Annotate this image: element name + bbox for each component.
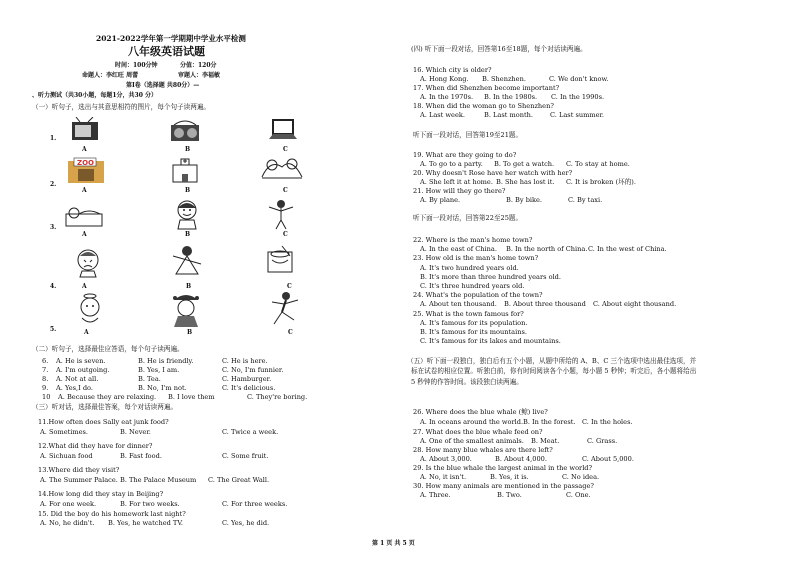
dancer-icon	[266, 196, 296, 230]
option-a: A. Because they are relaxing.	[58, 393, 157, 401]
option-c: C. Some fruit.	[222, 452, 269, 460]
question-text: 26. Where does the blue whale (鲸) live?	[413, 408, 548, 416]
option-a: A. No, it isn't.	[420, 473, 467, 481]
option-b: B. Two.	[497, 491, 522, 499]
option-c: C. Hamburger.	[222, 375, 272, 383]
option-c: C. No, I'm funnier.	[222, 366, 284, 374]
option-b: B. Last month.	[484, 111, 533, 119]
option-b: B. In the forest.	[523, 418, 576, 426]
option-a: A. By plane.	[420, 196, 461, 204]
part5-instruction-line2: 标在试卷的相应位置。听独白前，你有时间阅读各个小题，每小题 5 秒钟；听完后，各小题将给出	[411, 367, 697, 375]
option-letter: A	[82, 231, 87, 238]
question-text: 13.Where did they visit?	[38, 466, 120, 474]
tv-icon	[68, 117, 102, 143]
part5-instruction-line3: 5 秒钟的作答时间。该段独白读两遍。	[411, 378, 523, 386]
question-text: 30. How many animals are mentioned in the passage?	[413, 482, 594, 490]
question-text: 11.How often does Sally eat junk food?	[38, 418, 169, 426]
option-c: C. It's delicious.	[222, 384, 276, 392]
option-letter: A	[82, 283, 87, 290]
option-letter: C	[288, 329, 293, 336]
question-text: 12.What did they have for dinner?	[38, 442, 153, 450]
option-a: A. To go to a party.	[420, 160, 483, 168]
option-letter: B	[185, 231, 191, 238]
option-a: A. Last week.	[420, 111, 465, 119]
question-text: 24. What's the population of the town?	[413, 291, 543, 299]
option-c: C. In the holes.	[582, 418, 633, 426]
question-number: 7.	[42, 366, 49, 374]
setters: 命题人：李红旺 周蕾	[82, 72, 139, 79]
option-b: B. No, I'm not.	[138, 384, 187, 392]
option-b: B. Never.	[120, 428, 151, 436]
question-text: 20. Why doesn't Rose have her watch with her?	[413, 169, 573, 177]
page-number: 第 1 页 共 5 页	[372, 540, 415, 547]
radio-icon	[168, 117, 202, 143]
question-text: 25. What is the town famous for?	[413, 310, 524, 318]
option-b: B. Tea.	[138, 375, 161, 383]
question-number: 8.	[42, 375, 49, 383]
option-b: B. Yes, it is.	[490, 473, 529, 481]
option-b: B. Yes, he watched TV.	[108, 519, 184, 527]
option-a: A. Three.	[420, 491, 451, 499]
option-a: A. Sichuan food	[40, 452, 93, 460]
cooking-icon	[262, 244, 298, 276]
question-text: 28. How many blue whales are there left?	[413, 446, 553, 454]
option-a: A. Yes,I do.	[56, 384, 93, 392]
option-a: A. She left it at home.	[420, 178, 493, 186]
option-b: B. To get a watch.	[494, 160, 555, 168]
option-a: A. One of the smallest animals.	[420, 437, 524, 445]
row-number: 5.	[50, 326, 57, 333]
option-c: C. No idea.	[562, 473, 600, 481]
opera-mask-icon	[170, 290, 202, 328]
option-letter: B	[187, 329, 193, 336]
question-text: 21. How will they go there?	[413, 187, 506, 195]
option-b: B. About three thousand	[504, 300, 586, 308]
dialogue-instruction: 听下面一段对话，回答第22至25题。	[413, 214, 523, 222]
question-number: 6.	[42, 357, 49, 365]
question-text: 16. Which city is older?	[413, 66, 492, 74]
option-b: B. In the north of China.	[506, 245, 588, 253]
option-c: C. It's famous for its lakes and mountains.	[420, 337, 561, 345]
row-number: 3.	[50, 224, 57, 231]
option-b: B. Yes, I am.	[138, 366, 180, 374]
question-text: 17. When did Shenzhen become important?	[413, 84, 560, 92]
option-c: C. Grass.	[587, 437, 618, 445]
score-info: 分值：120分	[180, 62, 217, 69]
volume-one-heading: 第Ⅰ卷（选择题 共80分）—	[126, 82, 200, 89]
part2-instruction: （二）听句子，选择最佳应答语，每个句子读两遍。	[32, 345, 184, 353]
option-a: A. The Summer Palace.	[40, 476, 118, 484]
part3-instruction: （三）听对话，选择最佳答案，每个对话读两遍。	[32, 403, 178, 411]
option-letter: B	[185, 146, 191, 153]
option-c: C. To stay at home.	[566, 160, 630, 168]
part1-instruction: （一）听句子，选出与其意思相符的图片，每个句子读两遍。	[32, 103, 211, 111]
option-c: C. The Great Wall.	[208, 476, 270, 484]
question-text: 23. How old is the man's home town?	[413, 254, 539, 262]
option-c: C. One.	[566, 491, 591, 499]
option-letter: A	[82, 187, 87, 194]
option-c: C. By taxi.	[568, 196, 603, 204]
question-text: 22. Where is the man's home town?	[413, 236, 533, 244]
girl-face-icon	[172, 198, 202, 230]
option-b: B. About 4,000.	[495, 455, 547, 463]
running-man-icon	[268, 290, 302, 326]
option-c: C. About eight thousand.	[593, 300, 677, 308]
option-letter: C	[283, 146, 288, 153]
option-b: B. He is friendly.	[138, 357, 194, 365]
reviewer: 审题人：李福敏	[178, 72, 221, 79]
hospital-icon	[168, 157, 202, 183]
park-icon	[260, 155, 304, 181]
time-info: 时间：100分钟	[115, 62, 158, 69]
option-a: A. Not at all.	[56, 375, 99, 383]
option-c: C. Twice a week.	[222, 428, 279, 436]
option-c: C. It's three hundred years old.	[420, 282, 525, 290]
row-number: 2.	[50, 181, 57, 188]
option-b: B. By bike.	[506, 196, 543, 204]
laptop-icon	[266, 117, 300, 143]
option-c: C. He is here.	[222, 357, 268, 365]
option-a: A. Sometimes.	[40, 428, 88, 436]
option-b: B. The Palace Museum	[120, 476, 197, 484]
question-text: 15. Did the boy do his homework last night?	[38, 510, 186, 518]
question-number: 9.	[42, 384, 49, 392]
option-a: A. For one week.	[40, 500, 97, 508]
option-b: B. I love them	[168, 393, 215, 401]
option-letter: B	[185, 187, 191, 194]
option-c: C. For three weeks.	[222, 500, 288, 508]
option-a: A. He is seven.	[56, 357, 106, 365]
dialogue-instruction: 听下面一段对话，回答第19至21题。	[413, 131, 523, 139]
option-letter: A	[82, 146, 87, 153]
option-b: B. It's more than three hundred years old.	[420, 273, 561, 281]
option-b: B. She has lost it.	[496, 178, 555, 186]
option-c: C. In the 1990s.	[551, 93, 605, 101]
option-letter: C	[287, 283, 292, 290]
option-a: A. No, he didn't.	[40, 519, 95, 527]
part5-instruction-line1: （五）听下面一段独白，独白后有五个小题，从题中所给的 A、B、C 三个选项中选出最佳选项，并	[407, 357, 697, 365]
zoo-icon	[68, 157, 104, 183]
exam-title: 八年级英语试题	[128, 45, 205, 58]
listening-heading: 、听力测试（共30小题，每题1分，共30 分）	[32, 92, 157, 99]
row-number: 1.	[50, 135, 57, 142]
option-c: C. They're boring.	[247, 393, 308, 401]
option-a: A. Hong Kong.	[420, 75, 469, 83]
option-letter: C	[283, 187, 288, 194]
option-c: C. We don't know.	[549, 75, 609, 83]
option-b: B. Meat.	[531, 437, 560, 445]
question-text: 19. What are they going to do?	[413, 151, 517, 159]
question-text: 29. Is the blue whale the largest animal in the world?	[413, 464, 593, 472]
option-c: C. Yes, he did.	[222, 519, 270, 527]
year-title: 2021-2022学年第一学期期中学业水平检测	[96, 34, 246, 43]
row-number: 4.	[50, 283, 57, 290]
option-letter: B	[186, 283, 192, 290]
question-number: 10	[42, 393, 51, 401]
option-b: B. In the 1980s.	[484, 93, 538, 101]
crying-child-icon	[72, 246, 104, 278]
option-c: C. It is broken (坏的).	[566, 178, 636, 186]
option-b: B. Shenzhen.	[482, 75, 526, 83]
question-text: 27. What does the blue whale feed on?	[413, 428, 543, 436]
question-text: 18. When did the woman go to Shenzhen?	[413, 102, 554, 110]
option-a: A. It's famous for its population.	[420, 319, 528, 327]
option-a: A. In the east of China.	[420, 245, 497, 253]
option-a: A. About ten thousand.	[420, 300, 497, 308]
option-b: B. For two weeks.	[120, 500, 180, 508]
option-c: C. Last summer.	[550, 111, 605, 119]
option-a: A. I'm outgoing.	[56, 366, 110, 374]
option-c: C. In the west of China.	[588, 245, 667, 253]
baby-icon	[74, 292, 106, 326]
svg-text:ZOO: ZOO	[77, 159, 94, 167]
option-b: B. It's famous for its mountains.	[420, 328, 527, 336]
option-a: A. In oceans around the world.	[420, 418, 524, 426]
part4-instruction: (四) 听下面一段对话，回答第16至18题，每个对话读两遍。	[411, 45, 587, 53]
option-letter: C	[283, 231, 288, 238]
option-a: A. About 3,000.	[420, 455, 472, 463]
option-c: C. About 5,000.	[582, 455, 634, 463]
option-a: A. It's two hundred years old.	[420, 264, 519, 272]
option-b: B. Fast food.	[120, 452, 162, 460]
option-letter: A	[84, 329, 89, 336]
option-a: A. In the 1970s.	[420, 93, 474, 101]
sleeping-child-icon	[64, 200, 104, 230]
question-text: 14.How long did they stay in Beijing?	[38, 490, 164, 498]
dancing-girl-icon	[170, 244, 204, 280]
